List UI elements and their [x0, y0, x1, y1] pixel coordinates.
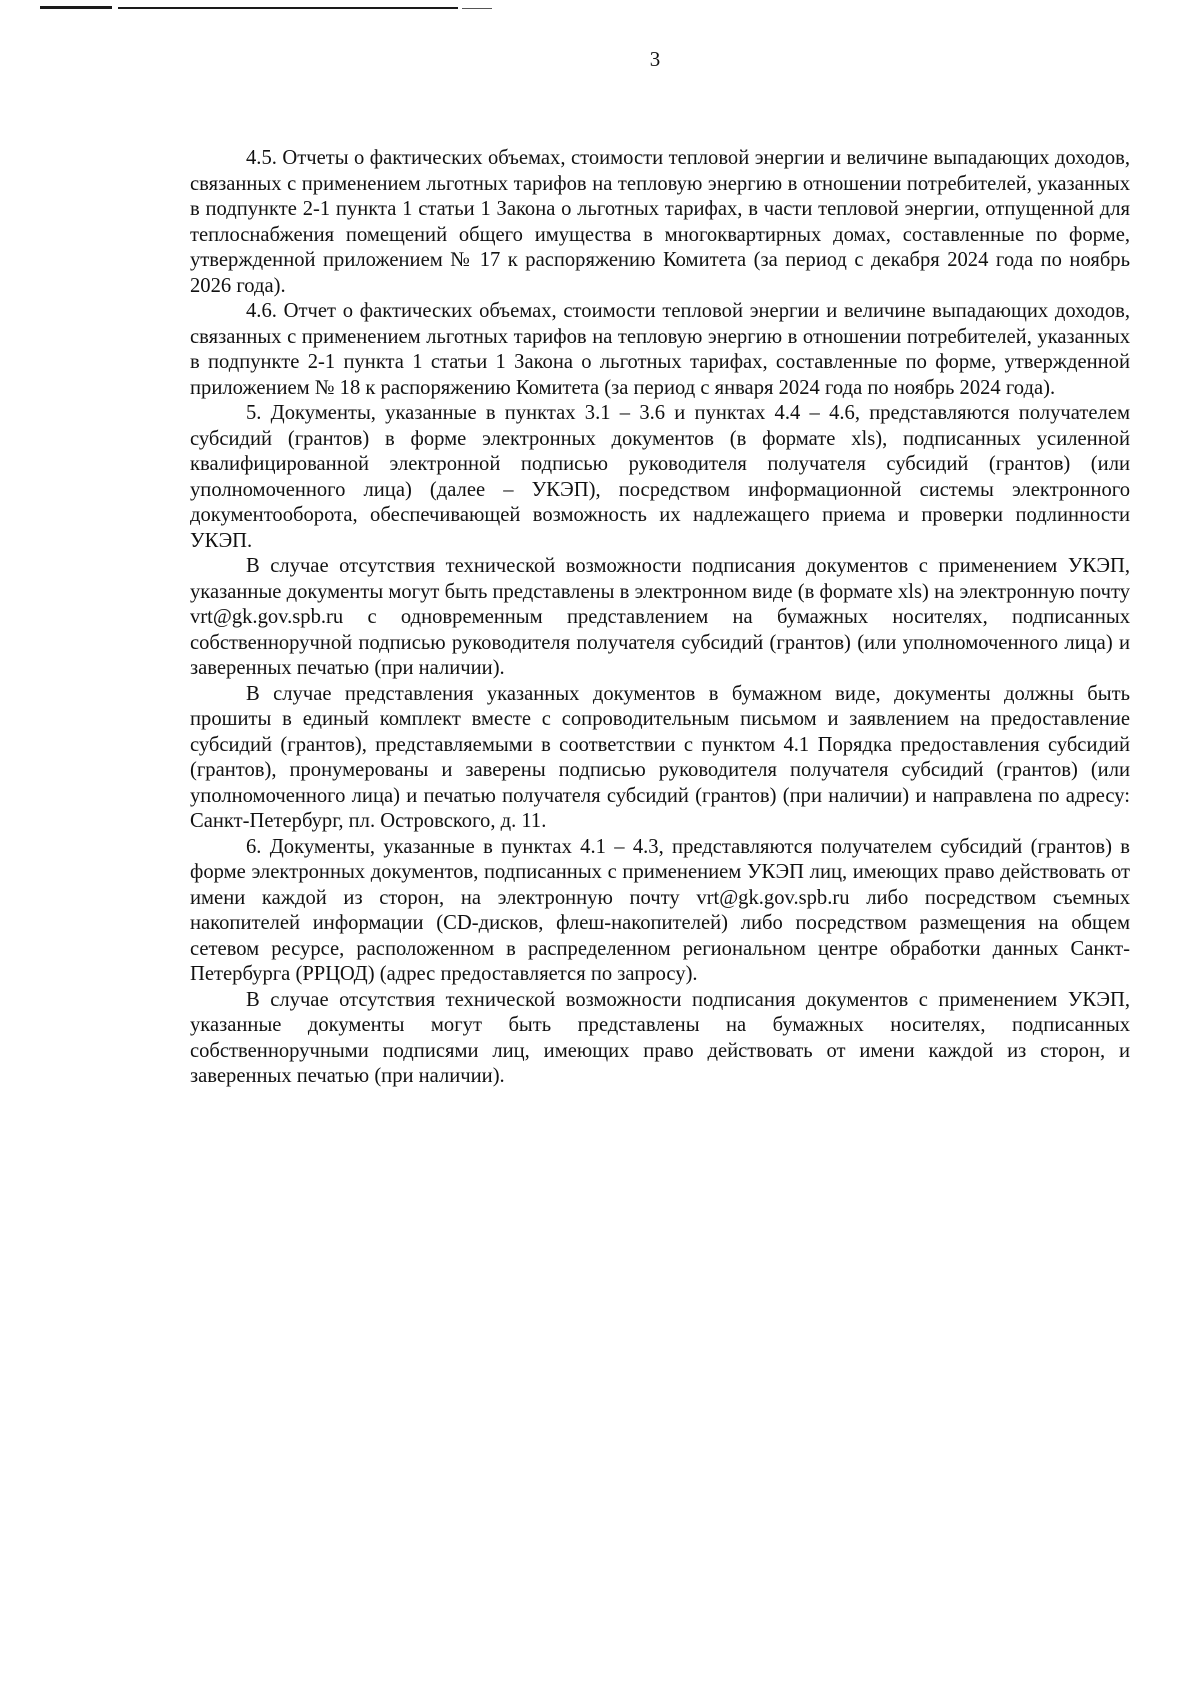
paragraph-5: 5. Документы, указанные в пунктах 3.1 – 3.6 и пунктах 4.4 – 4.6, представляются получателем субсидий (грантов) в форме электронных документов (в формате xls), подписанных усиленной квалифицированной электронной подписью руководителя получателя субсидий (грантов) (или уполномоченного лица) (далее – УКЭП), посредством информационной системы электронного документооборота, обеспечивающей возможность их надлежащего приема и проверки подлинности УКЭП. — [190, 402, 1130, 552]
page-number: 3 — [649, 47, 661, 71]
scan-line-segment — [118, 7, 458, 9]
scan-line-segment — [40, 6, 112, 9]
paragraph-4-5: 4.5. Отчеты о фактических объемах, стоимости тепловой энергии и величине выпадающих доходов, связанных с применением льготных тарифов на тепловую энергию в отношении потребителей, указанных в подпункте 2-1 пункта 1 статьи 1 Закона о льготных тарифах, в части тепловой энергии, отпущенной для теплоснабжения помещений общего имущества в многоквартирных домах, составленные по форме, утвержденной приложением № 17 к распоряжению Комитета (за период с декабря 2024 года по ноябрь 2026 года). — [190, 147, 1130, 297]
document-body — [190, 146, 1130, 1090]
paragraph-5-paper: В случае представления указанных документов в бумажном виде, документы должны быть прошиты в единый комплект вместе с сопроводительным письмом и заявлением на предоставление субсидий (грантов), представляемыми в соответствии с пунктом 4.1 Порядка предоставления субсидий (грантов), пронумерованы и заверены подписью руководителя получателя субсидий (грантов) (или уполномоченного лица) и печатью получателя субсидий (грантов) (при наличии) и направлена по адресу: Санкт-Петербург, пл. Островского, д. 11. — [190, 682, 1130, 832]
paragraph-6: 6. Документы, указанные в пунктах 4.1 – 4.3, представляются получателем субсидий (грантов) в форме электронных документов, подписанных с применением УКЭП лиц, имеющих право действовать от имени каждой из сторон, на электронную почту vrt@gk.gov.spb.ru либо посредством съемных накопителей информации (CD-дисков, флеш-накопителей) либо посредством размещения на общем сетевом ресурсе, расположенном в распределенном региональном центре обработки данных Санкт-Петербурга (РРЦОД) (адрес предоставляется по запросу). — [190, 835, 1130, 985]
paragraph-4-6: 4.6. Отчет о фактических объемах, стоимости тепловой энергии и величине выпадающих доходов, связанных с применением льготных тарифов на тепловую энергию в отношении потребителей, указанных в подпункте 2-1 пункта 1 статьи 1 Закона о льготных тарифах, составленные по форме, утвержденной приложением № 18 к распоряжению Комитета (за период с января 2024 года по ноябрь 2024 года). — [190, 300, 1130, 399]
paragraph-5-no-ukep: В случае отсутствия технической возможности подписания документов с применением УКЭП, указанные документы могут быть представлены в электронном виде (в формате xls) на электронную почту vrt@gk.gov.spb.ru с одновременным представлением на бумажных носителях, подписанных собственноручной подписью руководителя получателя субсидий (грантов) (или уполномоченного лица) и заверенных печатью (при наличии). — [190, 555, 1130, 679]
scan-line-segment — [462, 8, 492, 9]
paragraph-6-no-ukep: В случае отсутствия технической возможности подписания документов с применением УКЭП, указанные документы могут быть представлены на бумажных носителях, подписанных собственноручными подписями лиц, имеющих право действовать от имени каждой из сторон, и заверенных печатью (при наличии). — [190, 988, 1130, 1087]
